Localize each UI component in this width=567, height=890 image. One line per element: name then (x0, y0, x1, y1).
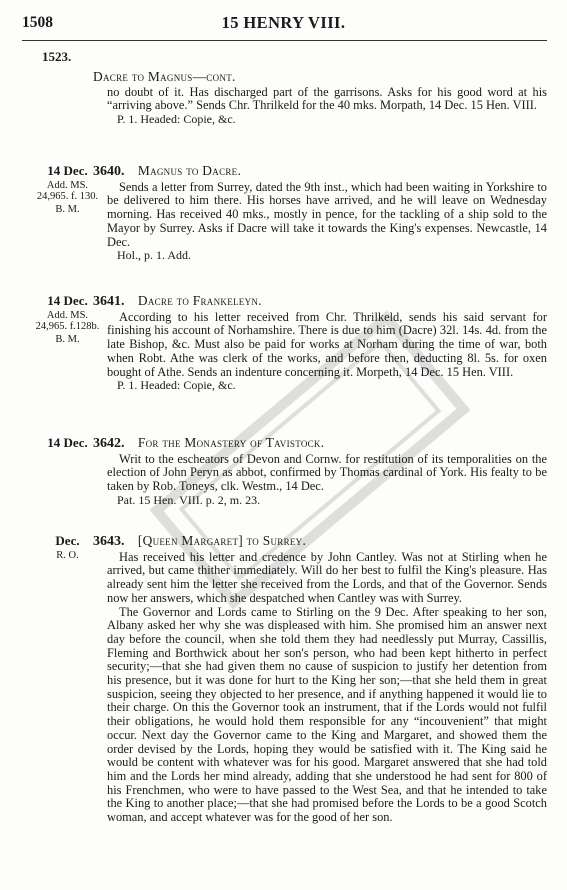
entry-title: Magnus to Dacre. (137, 163, 242, 178)
entry-title: For the Monastery of Tavistock. (137, 435, 325, 450)
entry-date: 14 Dec. (47, 435, 88, 450)
entry-date: 14 Dec. (47, 293, 88, 308)
entry-date: 14 Dec. (47, 163, 88, 178)
header-rule (22, 40, 547, 41)
entry-number: 3643. (93, 534, 125, 549)
entry-date: Dec. (55, 533, 80, 548)
entry-number: 3640. (93, 164, 125, 179)
entry-source: Add. MS. 24,965. f.128b. (35, 310, 100, 332)
year-label: 1523. (42, 49, 72, 64)
entry-number: 3641. (93, 294, 125, 309)
running-head-title: 15 HENRY VIII. (221, 13, 346, 32)
entry-body: no doubt of it. Has discharged part of the garrisons. Asks for his good word at his “arriving above.” Sends Chr. Thrilkeld for the 40 mks. Morpath, 14 Dec. 15 Hen. VIII. (107, 84, 547, 113)
entry-body-continued: The Governor and Lords came to Stirling on the 9 Dec. After speaking to her son, Albany asked her why she was displeased with him. She promised him an answer next day before the council, when she told them they had needlessly put Murray, Cassillis, Fleming and Borthwick about her son's person, who had been kept hitherto in perfect security;—that she had given them no cause of suspicion to justify her detention from his presence, but it was done for hurt to the King her son;—that she held them in great suspicion, seeing they objected to her presence, and if anything happened it would lie to their charge. On this the Governor took an instrument, that if the Lords would not fulfil their obligations, he would hold them responsible for any “incouvenient” that might occur. Next day the Governor came to the King and Margaret, and showed them the order devised by the Lords, hoping they would be satisfied with it. The King said he would be content with whatever was for his good. Margaret answered that she had told him and the Lords her mind already, adding that she understood he had sent for 800 of his Frenchmen, who were to have passed to the West Sea, and that he intended to take the King to another place;—that she had promised before the Lords to be a good Scotch woman, and accept whatever was for the good of her son. (107, 604, 547, 825)
entry-body: According to his letter received from Chr. Thrilkeld, sends his said servant for finishing his account of Norhamshire. There is due to him (Dacre) 32l. 14s. 4d. from the late Bishop, &c. Must also be paid for works at Norham during the time of war, both when Robt. Athe was clerk of the works, and before then, deducting 8l. 5s. for oxen bought of Athe. Sends an indenture concerning it. Morpeth, 14 Dec. 15 Hen. VIII. (107, 309, 547, 379)
entry-footnote: Pat. 15 Hen. VIII. p. 2, m. 23. (117, 492, 261, 507)
entry-title: Dacre to Magnus—cont. (93, 69, 236, 84)
entry-source: Add. MS. 24,965. f. 130. (36, 180, 99, 202)
entry-title: [Queen Margaret] to Surrey. (137, 533, 307, 548)
entry-source-repository: B. M. (55, 204, 80, 215)
entry-number: 3642. (93, 436, 125, 451)
entry-source: R. O. (56, 550, 79, 561)
entry-source-repository: B. M. (55, 334, 80, 345)
entry-title: Dacre to Frankeleyn. (137, 293, 262, 308)
entry-body: Has received his letter and credence by John Cantley. Was not at Stirling when he arrived, but came thither immediately. Will do her best to fulfil the King's pleasure. Has already sent him the letter she received from the Lords, and that of the Governor. Sends now her answers, which she despatched when Cantley was with Surrey. (107, 549, 547, 605)
entry-body: Sends a letter from Surrey, dated the 9th inst., which had been waiting in Yorkshire to be delivered to him there. His horses have arrived, and he will leave on Wednesday morning. Has received 40 mks., mostly in pence, for the tackling of a ship sold to the Mayor by Surrey. Asks if Dacre will take it towards the King's expenses. Newcastle, 14 Dec. (107, 179, 547, 249)
entry-footnote: Hol., p. 1. Add. (117, 248, 192, 263)
entry-footnote: P. 1. Headed: Copie, &c. (117, 112, 236, 127)
entry-body: Writ to the escheators of Devon and Cornw. for restitution of its temporalities on the election of John Peryn as abbot, confirmed by Thomas cardinal of York. His fealty to be taken by Rob. Toneys, clk. Westm., 14 Dec. (107, 451, 547, 494)
page-number: 1508 (22, 14, 53, 31)
entry-footnote: P. 1. Headed: Copie, &c. (117, 378, 236, 393)
running-header (0, 10, 567, 36)
